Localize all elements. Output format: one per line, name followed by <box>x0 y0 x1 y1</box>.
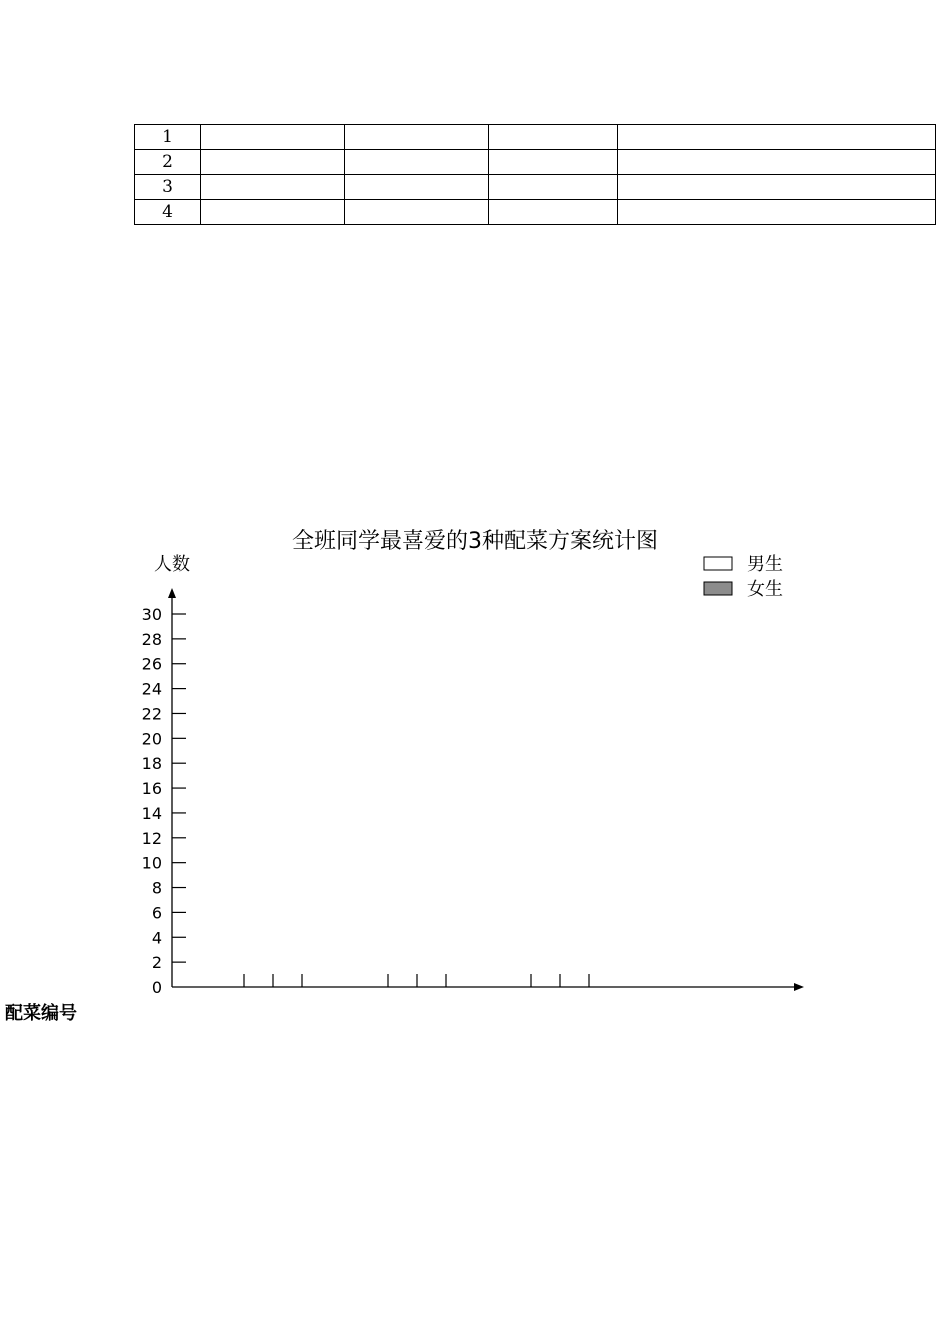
legend-swatch-girls <box>704 582 732 595</box>
row-number: 2 <box>135 150 201 175</box>
y-tick-label: 26 <box>141 654 162 674</box>
row-number: 3 <box>135 175 201 200</box>
legend <box>704 554 783 600</box>
y-tick-label: 30 <box>141 605 162 624</box>
y-tick-label: 2 <box>151 953 162 973</box>
y-tick-label: 0 <box>151 978 162 997</box>
y-ticks <box>142 605 186 997</box>
y-tick-label: 4 <box>151 928 162 948</box>
legend-label-boys: 男生 <box>747 554 783 575</box>
y-tick-label: 24 <box>141 679 162 699</box>
y-tick-label: 8 <box>151 878 162 898</box>
row-number: 1 <box>135 125 201 150</box>
x-ticks <box>244 974 589 987</box>
chart-title: 全班同学最喜爱的3种配菜方案统计图 <box>292 529 658 554</box>
y-tick-label: 14 <box>141 803 162 823</box>
y-tick-label: 20 <box>141 729 162 749</box>
y-tick-label: 6 <box>151 903 162 923</box>
x-axis-label: 配菜编号 <box>5 1003 77 1024</box>
y-tick-label: 22 <box>141 704 162 724</box>
y-tick-label: 18 <box>141 754 162 774</box>
y-tick-label: 28 <box>141 629 162 649</box>
y-tick-label: 12 <box>141 828 162 848</box>
legend-label-girls: 女生 <box>747 579 783 600</box>
y-axis-label: 人数 <box>154 554 190 575</box>
axes <box>168 588 804 991</box>
y-tick-label: 16 <box>141 779 162 799</box>
y-tick-label: 10 <box>141 853 162 873</box>
row-number: 4 <box>135 200 201 225</box>
x-axis-arrow-icon <box>794 983 804 991</box>
y-axis-arrow-icon <box>168 588 176 598</box>
legend-swatch-boys <box>704 557 732 570</box>
